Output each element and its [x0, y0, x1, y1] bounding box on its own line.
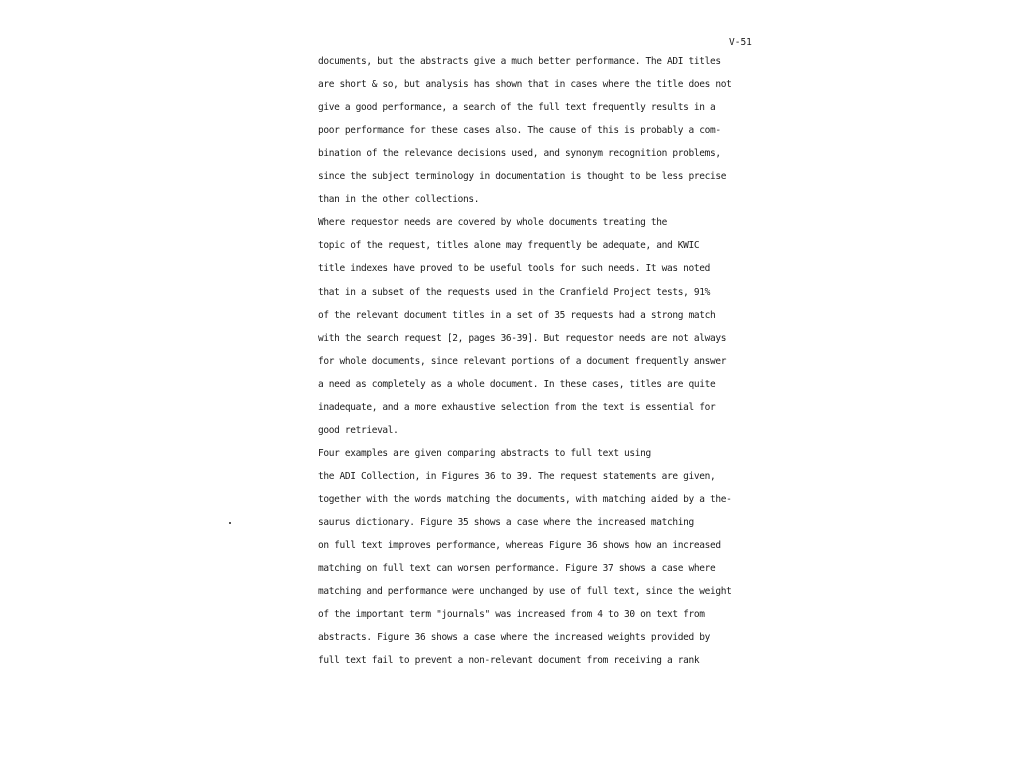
text-line: a need as completely as a whole document. In these cases, titles are quite [318, 378, 716, 390]
text-line: together with the words matching the documents, with matching aided by a the- [318, 493, 732, 505]
text-line: topic of the request, titles alone may frequently be adequate, and KWIC [318, 240, 700, 252]
text-line: of the important term "journals" was increased from 4 to 30 on text from [318, 609, 705, 621]
text-line: since the subject terminology in documentation is thought to be less precise [318, 171, 727, 183]
text-line: Where requestor needs are covered by whole documents treating the [318, 217, 668, 229]
text-line: matching and performance were unchanged by use of full text, since the weight [318, 586, 732, 598]
text-line: good retrieval. [318, 424, 399, 436]
text-line: on full text improves performance, whereas Figure 36 shows how an increased [318, 540, 721, 552]
text-line: matching on full text can worsen performance. Figure 37 shows a case where [318, 563, 716, 575]
text-line: that in a subset of the requests used in the Cranfield Project tests, 91% [318, 286, 710, 298]
text-line: poor performance for these cases also. The cause of this is probably a com- [318, 125, 721, 137]
text-line: saurus dictionary. Figure 35 shows a case where the increased matching [318, 517, 694, 528]
page-number: V-51 [729, 37, 752, 48]
text-line: for whole documents, since relevant portions of a document frequently answer [318, 355, 727, 367]
text-line: of the relevant document titles in a set of 35 requests had a strong match [318, 309, 716, 321]
text-line: with the search request [2, pages 36-39]. But requestor needs are not always [318, 332, 727, 344]
text-line: are short & so, but analysis has shown that in cases where the title does not [318, 79, 732, 91]
text-line: give a good performance, a search of the full text frequently results in a [318, 102, 716, 114]
text-line: than in the other collections. [318, 194, 480, 206]
text-line: inadequate, and a more exhaustive selection from the text is essential for [318, 401, 716, 413]
text-line: bination of the relevance decisions used, and synonym recognition problems, [318, 148, 721, 160]
text-line: title indexes have proved to be useful tools for such needs. It was noted [318, 263, 710, 275]
text-line: the ADI Collection, in Figures 36 to 39. The request statements are given, [318, 470, 716, 482]
margin-mark [229, 522, 231, 524]
text-line: documents, but the abstracts give a much better performance. The ADI titles [318, 56, 721, 67]
text-line: abstracts. Figure 36 shows a case where the increased weights provided by [318, 632, 710, 644]
text-line: full text fail to prevent a non-relevant document from receiving a rank [318, 655, 700, 667]
text-line: Four examples are given comparing abstracts to full text using [318, 447, 651, 459]
